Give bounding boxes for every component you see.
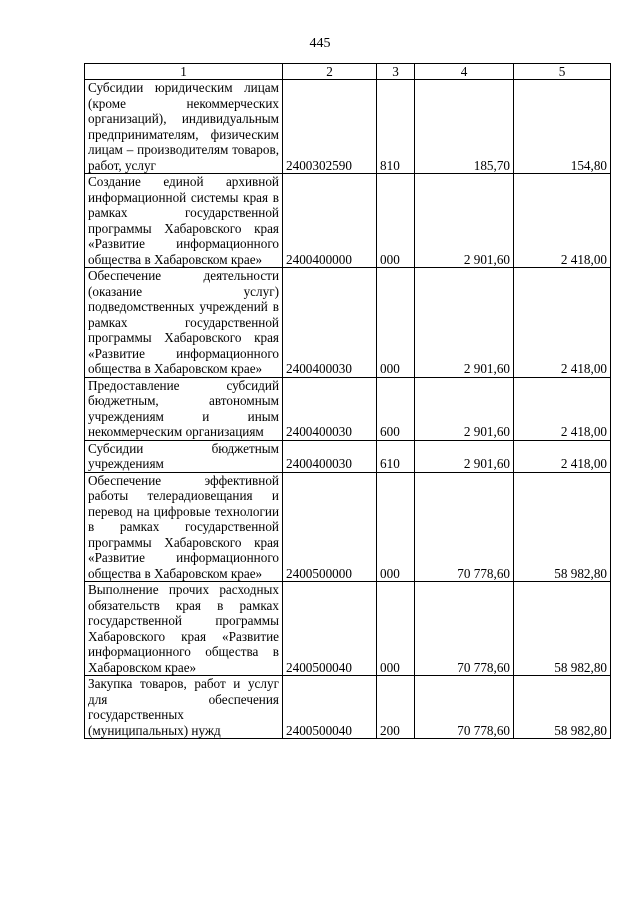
page-number: 445 xyxy=(309,36,331,51)
table-row xyxy=(85,440,611,472)
item-name: Субсидии бюджетным учреждениям xyxy=(85,440,283,472)
item-name: Обеспечение деятельности (оказание услуг) подведомственных учреждений в рамках государственной программы Хабаровского края «Развитие информационного общества в Хабаровском крае» xyxy=(85,268,283,378)
amount-2: 154,80 xyxy=(514,80,611,174)
target-article-code: 2400400030 xyxy=(283,440,377,472)
amount-2: 2 418,00 xyxy=(514,440,611,472)
amount-1: 2 901,60 xyxy=(415,377,514,440)
target-article-code: 2400302590 xyxy=(283,80,377,174)
amount-1: 70 778,60 xyxy=(415,472,514,582)
header-col-3: 3 xyxy=(377,64,415,80)
target-article-code: 2400400030 xyxy=(283,268,377,378)
target-article-code: 2400400000 xyxy=(283,174,377,268)
amount-1: 2 901,60 xyxy=(415,440,514,472)
expense-type-code: 610 xyxy=(377,440,415,472)
amount-1: 2 901,60 xyxy=(415,268,514,378)
header-col-4: 4 xyxy=(415,64,514,80)
target-article-code: 2400500040 xyxy=(283,676,377,739)
header-col-2: 2 xyxy=(283,64,377,80)
amount-2: 58 982,80 xyxy=(514,472,611,582)
header-col-1: 1 xyxy=(85,64,283,80)
item-name: Закупка товаров, работ и услуг для обеспечения государственных (муниципальных) нужд xyxy=(85,676,283,739)
header-col-5: 5 xyxy=(514,64,611,80)
amount-1: 2 901,60 xyxy=(415,174,514,268)
table-row xyxy=(85,80,611,174)
item-name: Субсидии юридическим лицам (кроме некоммерческих организаций), индивидуальным предпринимателям, физическим лицам – производителям товаров, работ, услуг xyxy=(85,80,283,174)
amount-2: 58 982,80 xyxy=(514,582,611,676)
amount-2: 2 418,00 xyxy=(514,268,611,378)
expense-type-code: 000 xyxy=(377,582,415,676)
target-article-code: 2400500000 xyxy=(283,472,377,582)
amount-1: 70 778,60 xyxy=(415,582,514,676)
table-row xyxy=(85,676,611,739)
expense-type-code: 000 xyxy=(377,472,415,582)
table-row xyxy=(85,472,611,582)
item-name: Обеспечение эффективной работы телерадиовещания и перевод на цифровые технологии в рамках государственной программы Хабаровского края «Развитие информационного общества в Хабаровском крае» xyxy=(85,472,283,582)
amount-1: 185,70 xyxy=(415,80,514,174)
amount-2: 2 418,00 xyxy=(514,377,611,440)
table-row xyxy=(85,582,611,676)
target-article-code: 2400500040 xyxy=(283,582,377,676)
amount-1: 70 778,60 xyxy=(415,676,514,739)
expense-type-code: 600 xyxy=(377,377,415,440)
expense-type-code: 810 xyxy=(377,80,415,174)
budget-table xyxy=(84,63,611,739)
expense-type-code: 200 xyxy=(377,676,415,739)
expense-type-code: 000 xyxy=(377,268,415,378)
amount-2: 2 418,00 xyxy=(514,174,611,268)
amount-2: 58 982,80 xyxy=(514,676,611,739)
table-row xyxy=(85,174,611,268)
table-row xyxy=(85,377,611,440)
header-row xyxy=(85,64,611,80)
item-name: Выполнение прочих расходных обязательств края в рамках государственной программы Хабаровского края «Развитие информационного общества в Хабаровском крае» xyxy=(85,582,283,676)
item-name: Создание единой архивной информационной системы края в рамках государственной программы Хабаровского края «Развитие информационного общества в Хабаровском крае» xyxy=(85,174,283,268)
table-row xyxy=(85,268,611,378)
expense-type-code: 000 xyxy=(377,174,415,268)
item-name: Предоставление субсидий бюджетным, автономным учреждениям и иным некоммерческим организациям xyxy=(85,377,283,440)
target-article-code: 2400400030 xyxy=(283,377,377,440)
